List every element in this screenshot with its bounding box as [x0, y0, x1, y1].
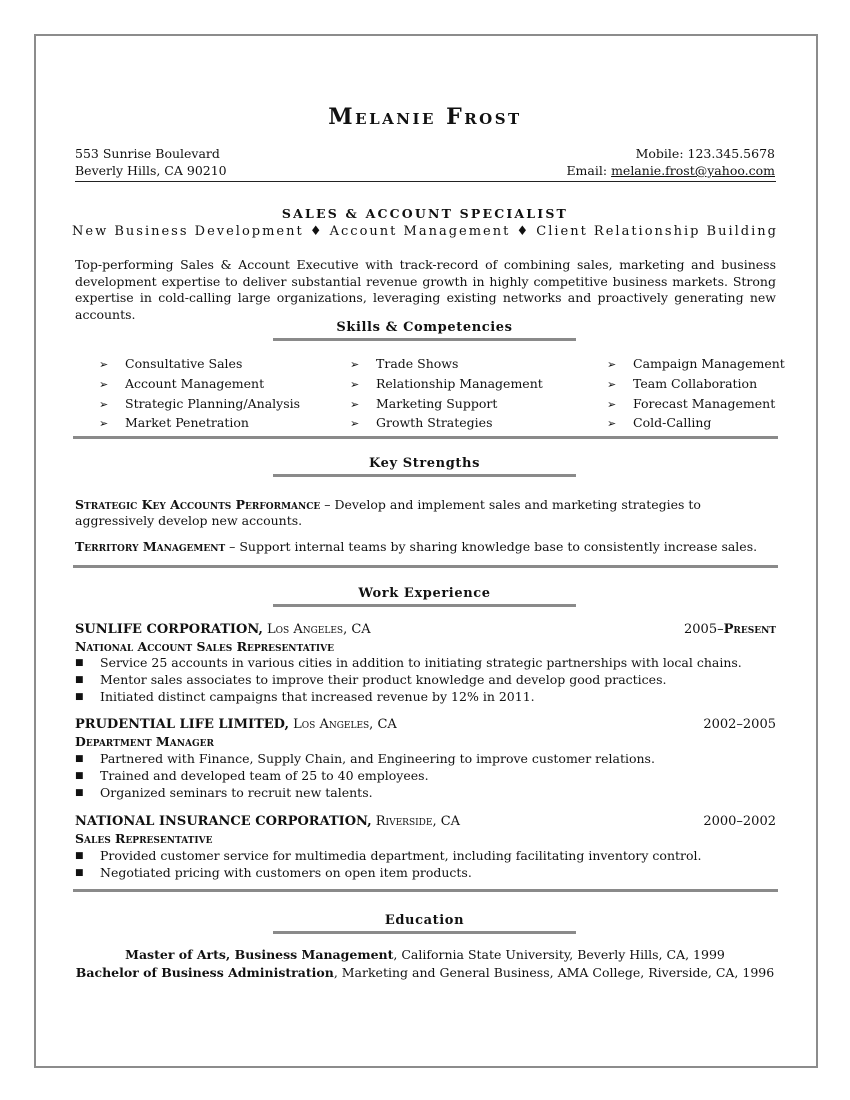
- section-divider: [73, 565, 778, 568]
- arrow-bullet-icon: ➢: [607, 358, 617, 371]
- job-dates: 2005–Present: [684, 622, 776, 637]
- arrow-bullet-icon: ➢: [607, 397, 617, 411]
- address-block: [75, 145, 227, 179]
- job-company: NATIONAL INSURANCE CORPORATION,: [75, 814, 372, 829]
- job-bullets: [75, 751, 776, 801]
- skill-item: ➢ Market Penetration: [99, 414, 300, 434]
- resume-name: Melanie Frost: [328, 104, 522, 130]
- section-title-strengths: Key Strengths: [273, 456, 576, 477]
- arrow-bullet-icon: ➢: [607, 417, 617, 431]
- strength-item-2: [75, 539, 776, 555]
- headline: SALES & ACCOUNT SPECIALIST: [281, 206, 569, 221]
- section-divider: [73, 889, 778, 892]
- strength-item-1: [75, 497, 776, 529]
- contact-rule: [75, 181, 776, 182]
- skills-column-1: [99, 355, 300, 434]
- arrow-bullet-icon: ➢: [350, 397, 360, 411]
- skill-item: ➢ Account Management: [99, 375, 300, 395]
- arrow-bullet-icon: ➢: [350, 417, 360, 431]
- address-line-1: 553 Sunrise Boulevard: [75, 146, 220, 161]
- list-item: ■ Organized seminars to recruit new talents.: [75, 784, 373, 800]
- education-list: [0, 946, 850, 982]
- strength-text: – Develop and implement sales and marketing strategies to aggressively develop new accounts.: [75, 497, 701, 528]
- skill-item: ➢ Trade Shows: [350, 355, 543, 375]
- job-location: Riverside, CA: [371, 814, 461, 829]
- list-item: ■ Provided customer service for multimedia department, including facilitating inventory control.: [75, 848, 702, 863]
- email-label: Email:: [566, 163, 612, 178]
- skill-item: ➢ Forecast Management: [607, 395, 785, 415]
- section-title-education: Education: [273, 913, 576, 934]
- education-item: [0, 946, 850, 964]
- skill-item: ➢ Marketing Support: [350, 395, 543, 415]
- address-line-2: Beverly Hills, CA 90210: [75, 163, 227, 178]
- strength-label: Strategic Key Accounts Performance: [75, 497, 321, 512]
- square-bullet-icon: ■: [75, 754, 84, 764]
- job-bullets: [75, 655, 776, 705]
- degree-detail: , California State University, Beverly Hills, CA, 1999: [393, 947, 725, 962]
- job-location: Los Angeles, CA: [289, 717, 397, 732]
- list-item: ■ Initiated distinct campaigns that increased revenue by 12% in 2011.: [75, 688, 535, 704]
- skill-item: ➢ Cold-Calling: [607, 414, 785, 434]
- skill-item: ➢ Campaign Management: [607, 355, 785, 375]
- square-bullet-icon: ■: [75, 691, 84, 702]
- job-header: [75, 717, 776, 732]
- section-divider: [73, 436, 778, 439]
- section-title-experience: Work Experience: [273, 586, 576, 607]
- skills-column-2: [350, 355, 543, 434]
- arrow-bullet-icon: ➢: [99, 358, 109, 371]
- list-item: ■ Negotiated pricing with customers on open item products.: [75, 864, 472, 880]
- job-bullets: [75, 848, 776, 882]
- degree: Bachelor of Business Administration: [75, 965, 334, 980]
- arrow-bullet-icon: ➢: [350, 377, 360, 391]
- arrow-bullet-icon: ➢: [99, 417, 109, 431]
- job-header: [75, 814, 776, 829]
- job-dates: 2002–2005: [703, 717, 776, 732]
- email-link[interactable]: melanie.frost@yahoo.com: [611, 163, 775, 178]
- job-title: National Account Sales Representative: [75, 639, 334, 654]
- arrow-bullet-icon: ➢: [99, 377, 109, 391]
- job-location: Los Angeles, CA: [262, 622, 371, 637]
- education-item: [0, 964, 850, 982]
- skills-column-3: [607, 355, 785, 434]
- degree-detail: , Marketing and General Business, AMA College, Riverside, CA, 1996: [333, 965, 775, 980]
- square-bullet-icon: ■: [75, 674, 84, 685]
- arrow-bullet-icon: ➢: [350, 358, 360, 371]
- arrow-bullet-icon: ➢: [607, 377, 617, 391]
- square-bullet-icon: ■: [75, 867, 84, 878]
- skill-item: ➢ Strategic Planning/Analysis: [99, 395, 300, 415]
- tagline: New Business Development ♦ Account Management ♦ Client Relationship Building: [72, 224, 778, 239]
- arrow-bullet-icon: ➢: [99, 397, 109, 411]
- square-bullet-icon: ■: [75, 770, 84, 781]
- square-bullet-icon: ■: [75, 851, 84, 861]
- square-bullet-icon: ■: [75, 658, 84, 668]
- job-title: Department Manager: [75, 734, 214, 749]
- skill-item: ➢ Team Collaboration: [607, 375, 785, 395]
- job-header: [75, 622, 776, 637]
- mobile-number: Mobile: 123.345.5678: [635, 146, 775, 161]
- skill-item: ➢ Growth Strategies: [350, 414, 543, 434]
- job-company: SUNLIFE CORPORATION,: [75, 622, 263, 637]
- job-dates: 2000–2002: [703, 814, 776, 829]
- list-item: ■ Service 25 accounts in various cities in addition to initiating strategic partnerships with local chains.: [75, 655, 742, 670]
- list-item: ■ Partnered with Finance, Supply Chain, and Engineering to improve customer relations.: [75, 751, 655, 766]
- strength-label: Territory Management: [75, 539, 226, 554]
- job-title: Sales Representative: [75, 831, 213, 846]
- job-company: PRUDENTIAL LIFE LIMITED,: [75, 717, 289, 732]
- skill-item: ➢ Consultative Sales: [99, 355, 300, 375]
- section-title-skills: Skills & Competencies: [273, 320, 576, 341]
- strength-text: – Support internal teams by sharing knowledge base to consistently increase sales.: [225, 539, 758, 554]
- list-item: ■ Mentor sales associates to improve their product knowledge and develop good practices.: [75, 671, 667, 687]
- email-row: [566, 162, 775, 179]
- skill-item: ➢ Relationship Management: [350, 375, 543, 395]
- contact-block: [566, 145, 775, 179]
- square-bullet-icon: ■: [75, 787, 84, 798]
- summary: Top-performing Sales & Account Executive with track-record of combining sales, marketing and business development expertise to deliver substantial revenue growth in highly competitive business markets. Strong expertise in cold-calling large organizations, leveraging existing networks and proactively generating new accounts.: [75, 257, 776, 322]
- degree: Master of Arts, Business Management: [125, 947, 394, 962]
- list-item: ■ Trained and developed team of 25 to 40 employees.: [75, 767, 429, 783]
